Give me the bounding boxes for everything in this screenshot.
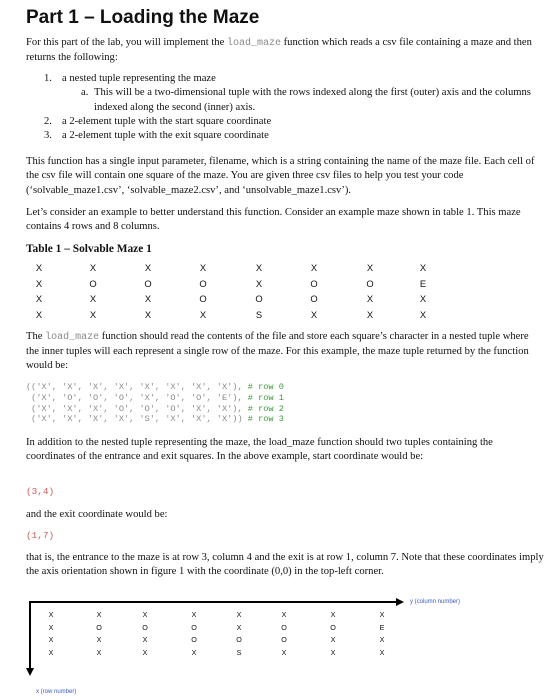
exit-intro-paragraph: and the exit coordinate would be: [26,509,168,520]
maze-cell: X [35,262,43,273]
maze-cell: X [310,308,318,320]
maze-cell: O [310,277,318,289]
figure-maze-grid [26,592,544,682]
maze-row [26,262,544,276]
maze-cell: X [255,262,263,273]
intro-text-post: function which reads a csv file containing a maze and then returns the following: [26,37,532,63]
figure-maze-cell: X [330,610,336,619]
code-text: ('X', 'X', 'X', 'X', 'S', 'X', 'X', 'X')) [26,414,243,425]
figure-maze-cell: X [142,610,148,619]
list-item [26,72,544,86]
maze-cell: X [199,262,207,273]
intro-text-pre: For this part of the lab, you will implement the [26,37,227,48]
figure-maze-cell: X [96,635,102,644]
maze-cell: O [144,277,152,289]
return-list [26,72,544,143]
figure-maze-cell: X [379,647,385,657]
tuple-function-name: load_maze [45,332,100,343]
maze-cell: S [255,308,263,320]
figure-maze-cell: X [191,647,197,657]
figure-maze-cell: X [281,610,287,619]
code-line [26,393,544,404]
maze-cell: O [199,277,207,289]
code-text: (('X', 'X', 'X', 'X', 'X', 'X', 'X', 'X'), [26,382,243,392]
figure-maze-cell: X [96,647,102,657]
maze-cell: X [366,293,374,304]
figure-maze-cell: X [142,647,148,657]
maze-cell: X [35,277,43,289]
maze-cell: X [144,293,152,304]
sub-list-letter: a. [81,87,89,99]
figure-maze-cell: X [48,635,54,644]
figure-maze-cell: X [96,610,102,619]
maze-table [26,262,544,326]
list-text: a nested tuple representing the maze [62,73,216,84]
maze-cell: X [419,293,427,304]
maze-cell: X [89,293,97,304]
figure-maze-cell: O [96,622,102,632]
figure-maze-cell: X [379,610,385,619]
figure-maze-cell: O [191,635,197,644]
x-axis-label: y (column number) [410,599,461,605]
figure-maze-cell: X [236,610,242,619]
maze-cell: X [419,308,427,320]
maze-cell: O [310,293,318,304]
sub-list-item [26,86,544,115]
code-comment: # row 1 [247,392,284,403]
section-title: Part 1 – Loading the Maze [26,7,260,28]
exit-coordinate: (1,7) [26,530,55,541]
figure-maze-cell: X [379,635,385,644]
list-number: 3. [44,130,52,142]
figure-maze-cell: X [48,610,54,619]
figure-maze-cell: O [191,622,197,632]
maze-row [26,293,544,307]
list-text: a 2-element tuple with the start square coordinate [62,115,272,127]
maze-cell: X [144,262,152,273]
code-text: ('X', 'X', 'X', 'O', 'O', 'O', 'X', 'X'), [26,403,243,414]
maze-cell: X [144,308,152,320]
code-comment: # row 0 [247,382,284,392]
code-comment: # row 3 [247,414,284,425]
tuple-paragraph [26,330,544,373]
code-line [26,414,544,425]
table-caption: Table 1 – Solvable Maze 1 [26,243,152,255]
maze-cell: O [199,293,207,304]
figure-maze-cell: X [48,647,54,657]
figure-maze-cell: X [142,635,148,644]
code-line [26,404,544,415]
tuple-text-post: function should read the contents of the file and store each square’s character in a nested tuple where the inner tuples will each represent a single row of the maze. For this example, the maze tuple returned by the function would be: [26,331,529,371]
figure-maze-cell: X [330,635,336,644]
maze-cell: O [366,277,374,289]
maze-cell: X [35,293,43,304]
axis-figure [26,592,544,700]
code-line [26,382,544,393]
maze-row [26,278,544,292]
figure-maze-cell: X [191,610,197,619]
y-axis-label: x (row number) [36,689,77,695]
maze-cell: E [419,277,427,289]
orientation-paragraph: that is, the entrance to the maze is at row 3, column 4 and the exit is at row 1, column 7. Note that these coordinates imply the axis orientation shown in figure 1 with the coordinate (0,0) in the top-left corner. [26,552,544,578]
figure-maze-cell: O [281,622,287,632]
code-block [26,382,544,425]
maze-cell: X [199,308,207,320]
figure-maze-cell: X [236,622,242,632]
intro-paragraph [26,36,544,65]
maze-cell: X [366,262,374,273]
filename-paragraph: This function has a single input parameter, filename, which is a string containing the name of the maze file. Each cell of the csv file will contain one square of the maze. You are given three csv files to help you test your code (‘solvable_maze1.csv’, ‘solvable_maze2.csv’, and ‘unsolvable_maze1.csv’). [26,156,535,196]
figure-maze-cell: S [236,647,242,657]
list-item [26,129,544,143]
code-text: ('X', 'O', 'O', 'O', 'X', 'O', 'O', 'E'), [26,392,243,403]
maze-cell: X [35,308,43,320]
figure-maze-cell: X [48,622,54,632]
figure-maze-cell: O [281,635,287,644]
maze-cell: O [89,277,97,289]
list-number: 2. [44,115,52,127]
maze-cell: X [89,308,97,320]
example-paragraph: Let’s consider an example to better understand this function. Consider an example maze shown in table 1. This maze contains 4 rows and 8 columns. [26,207,521,233]
maze-cell: X [310,262,318,273]
figure-maze-cell: X [330,647,336,657]
maze-cell: X [89,262,97,273]
list-item [26,115,544,129]
maze-cell: X [366,308,374,320]
maze-cell: O [255,293,263,304]
coordinates-paragraph: In addition to the nested tuple representing the maze, the load_maze function should two tuples containing the coordinates of the entrance and exit squares. In the above example, start coordinate would be: [26,437,493,463]
sub-list-text: This will be a two-dimensional tuple with the rows indexed along the first (outer) axis and the columns indexed along the second (inner) axis. [94,87,531,113]
list-number: 1. [44,73,52,84]
maze-row [26,309,544,323]
maze-cell: X [419,262,427,273]
intro-function-name: load_maze [226,38,281,49]
start-coordinate: (3,4) [26,486,55,497]
maze-cell: X [255,277,263,289]
figure-maze-cell: X [281,647,287,657]
figure-maze-cell: O [142,622,148,632]
figure-maze-cell: E [379,622,385,632]
list-text: a 2-element tuple with the exit square coordinate [62,130,269,142]
code-comment: # row 2 [247,403,284,414]
tuple-text-pre: The [26,331,46,342]
figure-maze-cell: O [236,635,242,644]
figure-maze-cell: O [330,622,336,632]
